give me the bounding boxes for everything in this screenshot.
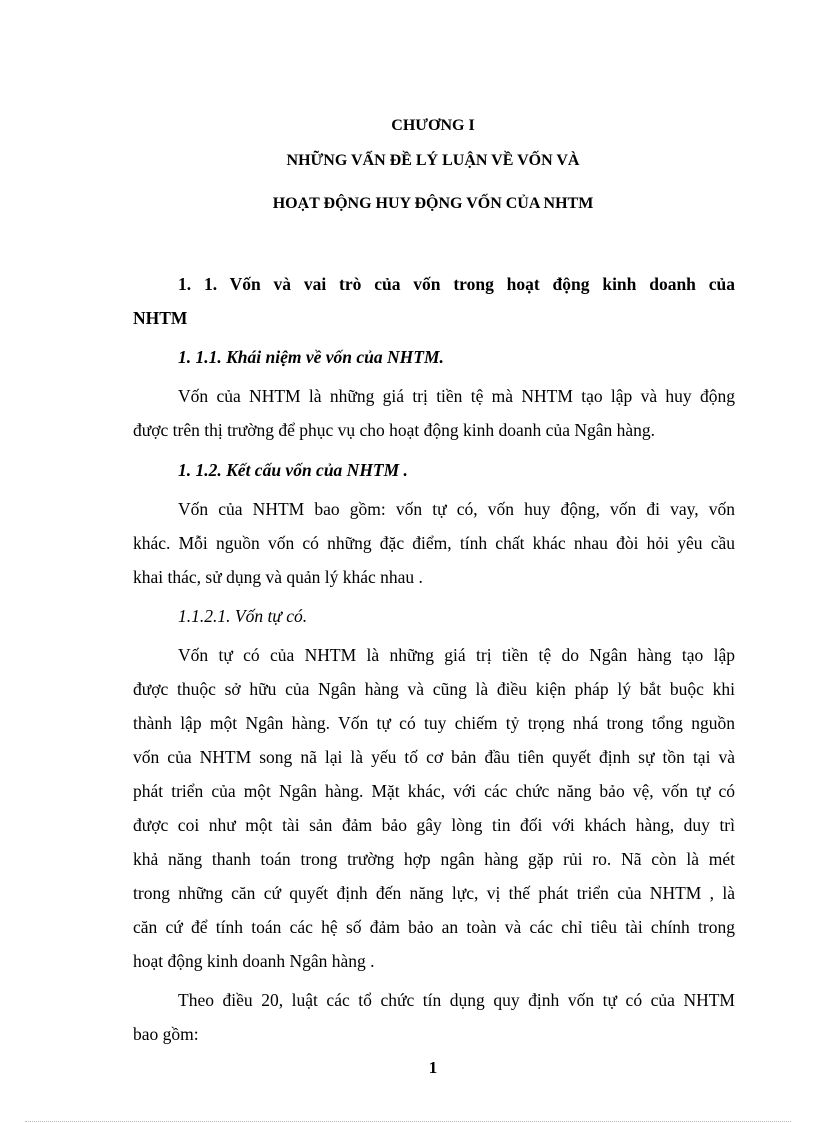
paragraph-line: bao gồm: [133,1024,199,1044]
chapter-label: CHƯƠNG I [391,117,475,134]
paragraph-line: được thuộc sở hữu của Ngân hàng và cũng là điều kiện pháp lý bắt buộc khi [133,679,735,699]
paragraph-line: vốn của NHTM song nã lại là yếu tố cơ bản đầu tiên quyết định sự tồn tại và [133,747,735,767]
section-heading-line-2: NHTM [133,308,188,328]
page-number: 1 [428,1058,438,1077]
paragraph-line: Vốn của NHTM là những giá trị tiền tệ mà NHTM tạo lập và huy động [178,386,735,406]
paragraph-line: căn cứ để tính toán các hệ số đảm bảo an toàn và các chỉ tiêu tài chính trong [133,917,735,937]
subsection-heading-1-1-2-1: 1.1.2.1. Vốn tự có. [178,606,308,626]
section-heading-line-1: 1. 1. Vốn và vai trò của vốn trong hoạt động kinh doanh của [178,274,735,294]
subsection-heading-1-1-2: 1. 1.2. Kết cấu vốn của NHTM . [178,460,408,480]
paragraph-line: khả năng thanh toán trong trường hợp ngân hàng gặp rủi ro. Nã còn là mét [133,849,735,869]
paragraph-line: Theo điều 20, luật các tổ chức tín dụng quy định vốn tự có của NHTM [178,990,735,1010]
paragraph-line: Vốn của NHTM bao gồm: vốn tự có, vốn huy động, vốn đi vay, vốn [178,499,735,519]
paragraph-line: Vốn tự có của NHTM là những giá trị tiền tệ do Ngân hàng tạo lập [178,645,735,665]
paragraph-line: hoạt động kinh doanh Ngân hàng . [133,951,375,971]
paragraph-line: khác. Mỗi nguồn vốn có những đặc điểm, tính chất khác nhau đòi hỏi yêu cầu [133,533,735,553]
paragraph-line: được trên thị trường để phục vụ cho hoạt động kinh doanh của Ngân hàng. [133,420,656,440]
chapter-title-line-1: NHỮNG VẤN ĐỀ LÝ LUẬN VỀ VỐN VÀ [286,152,580,169]
chapter-title-line-2: HOẠT ĐỘNG HUY ĐỘNG VỐN CỦA NHTM [272,195,594,212]
subsection-heading-1-1-1: 1. 1.1. Khái niệm về vốn của NHTM. [178,347,444,367]
paragraph-line: khai thác, sử dụng và quản lý khác nhau . [133,567,423,587]
paragraph-line: thành lập một Ngân hàng. Vốn tự có tuy chiếm tỷ trọng nhá trong tổng nguồn [133,713,735,733]
paragraph-line: phát triển của một Ngân hàng. Mặt khác, với các chức năng bảo vệ, vốn tự có [133,781,735,801]
page-border-divider [25,1121,791,1122]
paragraph-line: được coi như một tài sản đảm bảo gây lòng tin đối với khách hàng, duy trì [133,815,735,835]
paragraph-line: trong những căn cứ quyết định đến năng lực, vị thế phát triển của NHTM , là [133,883,735,903]
